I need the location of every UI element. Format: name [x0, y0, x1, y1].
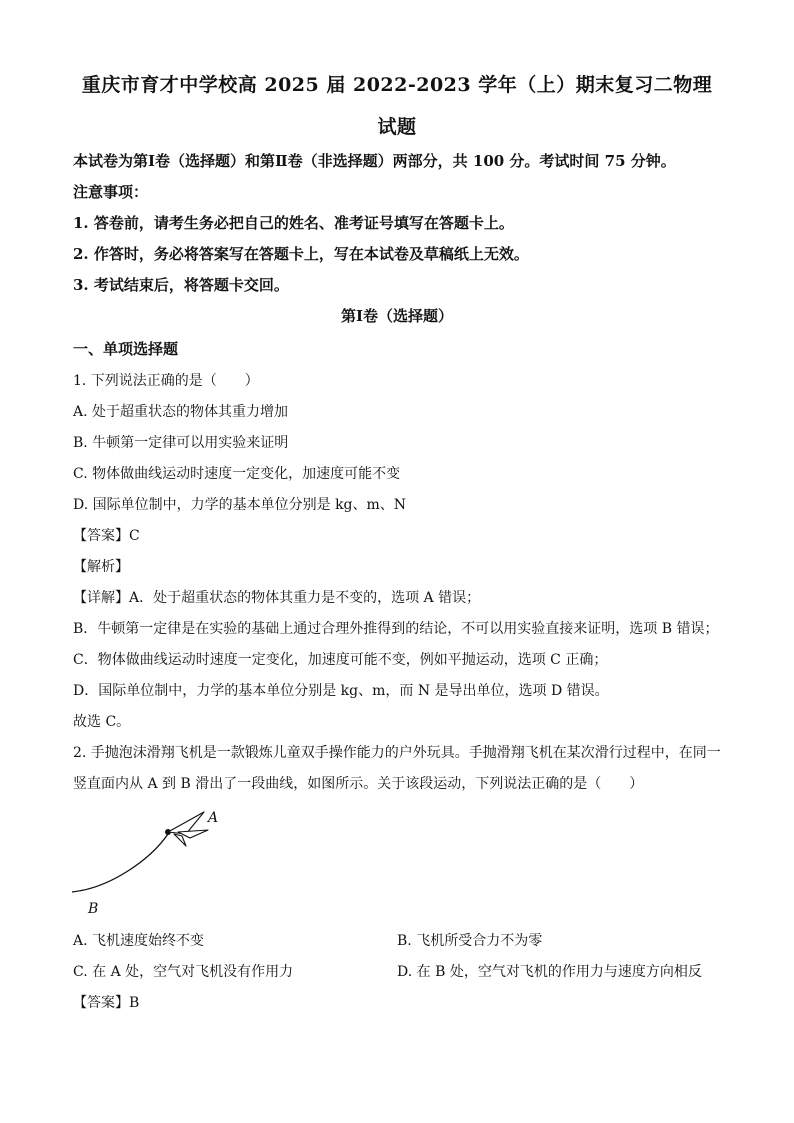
figure-label-b: B	[88, 901, 99, 917]
volume-title: 第Ⅰ卷（选择题）	[340, 307, 454, 325]
exam-title: 重庆市育才中学校高 2025 届 2022-2023 学年（上）期末复习二物理	[81, 74, 713, 96]
notice-item: 3. 考试结束后，将答题卡交回。	[73, 276, 289, 294]
question-2-option-d: D. 在 B 处，空气对飞机的作用力与速度方向相反	[397, 964, 702, 980]
question-1-option-d: D. 国际单位制中，力学的基本单位分别是 kg、m、N	[73, 497, 407, 513]
question-2-stem: 2. 手抛泡沫滑翔飞机是一款锻炼儿童双手操作能力的户外玩具。手抛滑翔飞机在某次滑行过程中，在同一	[73, 745, 721, 761]
part-title: 一、单项选择题	[73, 340, 179, 358]
question-1-answer: 【答案】C	[73, 528, 140, 544]
glider-trajectory-figure	[60, 798, 240, 923]
question-1-detail: B．牛顿第一定律是在实验的基础上通过合理外推得到的结论，不可以用实验直接来证明，选项 B 错误；	[73, 621, 719, 637]
question-2-stem-continued: 竖直面内从 A 到 B 滑出了一段曲线，如图所示。关于该段运动，下列说法正确的是（ ）	[73, 776, 644, 792]
figure-label-a: A	[208, 810, 219, 826]
paper-info: 本试卷为第Ⅰ卷（选择题）和第Ⅱ卷（非选择题）两部分，共 100 分。考试时间 75 分钟。	[73, 152, 676, 170]
question-1-option-a: A. 处于超重状态的物体其重力增加	[73, 404, 289, 420]
question-2-option-a: A. 飞机速度始终不变	[73, 933, 205, 949]
question-2-answer: 【答案】B	[73, 995, 140, 1011]
question-1-detail: C．物体做曲线运动时速度一定变化，加速度可能不变，例如平抛运动，选项 C 正确；	[73, 652, 608, 668]
notice-heading: 注意事项：	[73, 183, 149, 201]
question-2-option-c: C. 在 A 处，空气对飞机没有作用力	[73, 964, 294, 980]
question-1-conclusion: 故选 C。	[73, 714, 131, 730]
question-1-stem: 1. 下列说法正确的是（ ）	[73, 373, 259, 389]
exam-title-continued: 试题	[377, 116, 417, 138]
question-1-option-b: B. 牛顿第一定律可以用实验来证明	[73, 435, 289, 451]
question-1-detail: D．国际单位制中，力学的基本单位分别是 kg、m，而 N 是导出单位，选项 D 错误。	[73, 683, 609, 699]
glider-plane-icon	[168, 812, 208, 846]
question-1-analysis-heading: 【解析】	[73, 559, 129, 575]
notice-item: 1. 答卷前，请考生务必把自己的姓名、准考证号填写在答题卡上。	[73, 214, 514, 232]
trajectory-curve	[72, 834, 168, 892]
question-1-detail: 【详解】A．处于超重状态的物体其重力是不变的，选项 A 错误；	[73, 590, 481, 606]
notice-item: 2. 作答时，务必将答案写在答题卡上，写在本试卷及草稿纸上无效。	[73, 245, 529, 263]
question-2-option-b: B. 飞机所受合力不为零	[397, 933, 543, 949]
question-1-option-c: C. 物体做曲线运动时速度一定变化，加速度可能不变	[73, 466, 401, 482]
